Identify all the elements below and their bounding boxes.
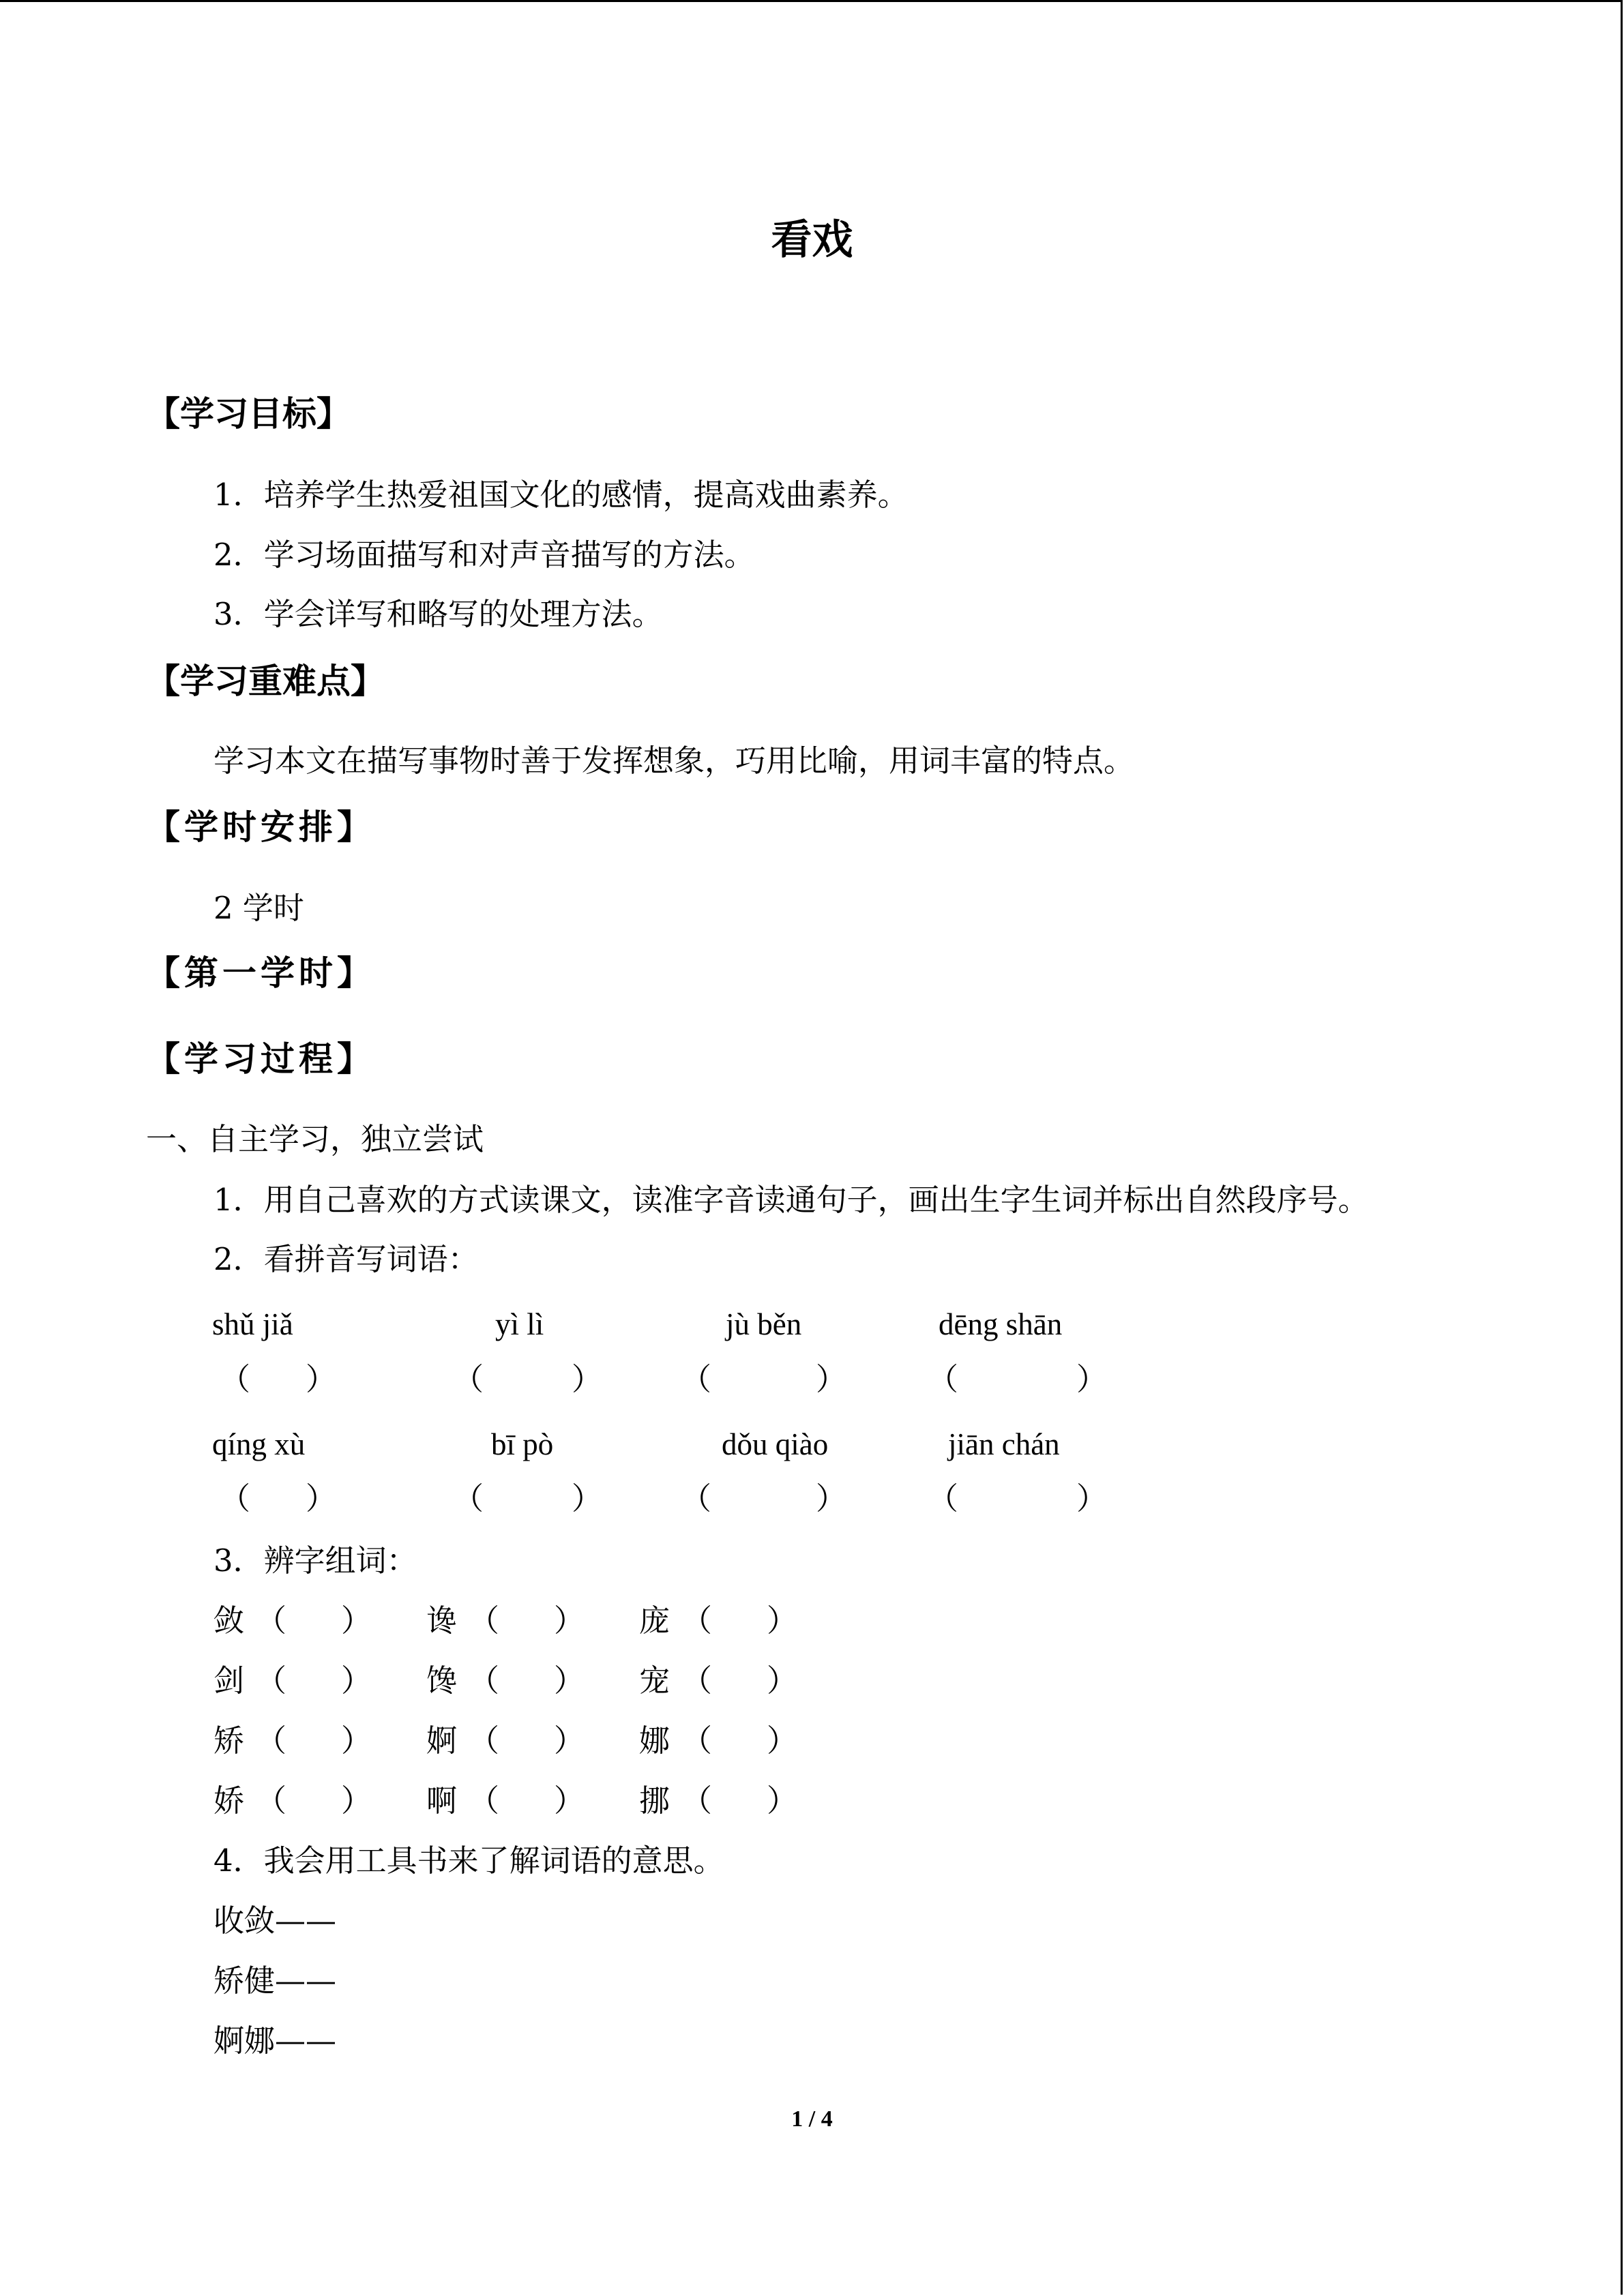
- char-e: 婀: [426, 1723, 458, 1759]
- char-chan2: 馋: [426, 1663, 458, 1699]
- page-number: 1 / 4: [791, 2106, 833, 2132]
- blank-open: （: [453, 1361, 484, 1397]
- char-a: 啊: [426, 1783, 458, 1819]
- pinyin-yili: yì lì: [495, 1307, 544, 1341]
- blank-close: ）: [572, 1361, 603, 1397]
- blank-open: （: [469, 1783, 500, 1819]
- blank-close: ）: [554, 1602, 585, 1639]
- blank-open: （: [256, 1602, 287, 1639]
- char-nuo: 挪: [639, 1783, 670, 1819]
- char-chan: 谗: [426, 1602, 458, 1639]
- pinyin-shujia: shǔ jiǎ: [212, 1307, 293, 1341]
- heading-first-period: 【第一学时】: [146, 953, 375, 993]
- blank-open: （: [256, 1663, 287, 1699]
- blank-close: ）: [816, 1361, 847, 1397]
- task-2: 2．看拼音写词语：: [213, 1241, 479, 1277]
- char-pang: 庞: [639, 1602, 670, 1639]
- heading-schedule: 【学时安排】: [146, 807, 375, 847]
- blank-open: （: [681, 1602, 713, 1639]
- char-chong: 宠: [639, 1663, 670, 1699]
- pinyin-dengshan: dēng shān: [939, 1307, 1063, 1341]
- blank-open: （: [681, 1480, 712, 1517]
- blank-open: （: [469, 1663, 500, 1699]
- blank-close: ）: [306, 1480, 337, 1517]
- blank-close: ）: [554, 1783, 585, 1819]
- pinyin-jianchan: jiān chán: [948, 1427, 1060, 1461]
- pinyin-juben: jù běn: [726, 1307, 802, 1341]
- document-title: 看戏: [771, 216, 853, 264]
- blank-open: （: [928, 1480, 959, 1517]
- vocab-enuo: 婀娜——: [213, 2023, 337, 2059]
- blank-open: （: [220, 1361, 251, 1397]
- objective-1: 1．培养学生热爱祖国文化的感情，提高戏曲素养。: [213, 477, 909, 513]
- task-4: 4．我会用工具书来了解词语的意思。: [213, 1843, 724, 1879]
- objective-3: 3．学会详写和略写的处理方法。: [213, 596, 663, 632]
- blank-close: ）: [767, 1723, 798, 1759]
- heading-process: 【学习过程】: [146, 1039, 375, 1079]
- task-1: 1．用自己喜欢的方式读课文，读准字音读通句子，画出生字生词并标出自然段序号。: [213, 1182, 1369, 1218]
- blank-open: （: [681, 1361, 712, 1397]
- blank-close: ）: [767, 1663, 798, 1699]
- blank-close: ）: [341, 1783, 372, 1819]
- pinyin-bipo: bī pò: [491, 1427, 554, 1461]
- pinyin-douqiao: dǒu qiào: [722, 1427, 829, 1461]
- char-jiao2: 娇: [213, 1783, 245, 1819]
- task-3: 3．辨字组词：: [213, 1542, 417, 1579]
- blank-close: ）: [1076, 1361, 1108, 1397]
- blank-close: ）: [767, 1602, 798, 1639]
- blank-open: （: [469, 1723, 500, 1759]
- blank-open: （: [256, 1723, 287, 1759]
- char-jiao: 矫: [213, 1723, 245, 1759]
- char-jian: 剑: [213, 1663, 245, 1699]
- char-lian: 敛: [213, 1602, 245, 1639]
- objective-2: 2．学习场面描写和对声音描写的方法。: [213, 537, 755, 573]
- blank-close: ）: [306, 1361, 337, 1397]
- key-points-text: 学习本文在描写事物时善于发挥想象，巧用比喻，用词丰富的特点。: [213, 743, 1135, 779]
- blank-close: ）: [341, 1602, 372, 1639]
- vocab-jiaojian: 矫健——: [213, 1963, 337, 1999]
- blank-open: （: [681, 1663, 713, 1699]
- blank-close: ）: [341, 1663, 372, 1699]
- vocab-shoulian: 收敛——: [213, 1903, 337, 1939]
- blank-close: ）: [572, 1480, 603, 1517]
- blank-close: ）: [554, 1723, 585, 1759]
- blank-open: （: [928, 1361, 959, 1397]
- char-na: 娜: [639, 1723, 670, 1759]
- blank-open: （: [681, 1783, 713, 1819]
- blank-close: ）: [554, 1663, 585, 1699]
- blank-open: （: [220, 1480, 251, 1517]
- blank-open: （: [256, 1783, 287, 1819]
- schedule-text: 2 学时: [213, 890, 304, 926]
- blank-close: ）: [816, 1480, 847, 1517]
- blank-close: ）: [767, 1783, 798, 1819]
- heading-objectives: 【学习目标】: [146, 394, 351, 434]
- heading-key-points: 【学习重难点】: [146, 661, 385, 701]
- blank-open: （: [469, 1602, 500, 1639]
- pinyin-qingxu: qíng xù: [212, 1427, 306, 1461]
- blank-close: ）: [1076, 1480, 1108, 1517]
- part-one-title: 一、自主学习，独立尝试: [146, 1121, 484, 1157]
- blank-close: ）: [341, 1723, 372, 1759]
- blank-open: （: [681, 1723, 713, 1759]
- blank-open: （: [453, 1480, 484, 1517]
